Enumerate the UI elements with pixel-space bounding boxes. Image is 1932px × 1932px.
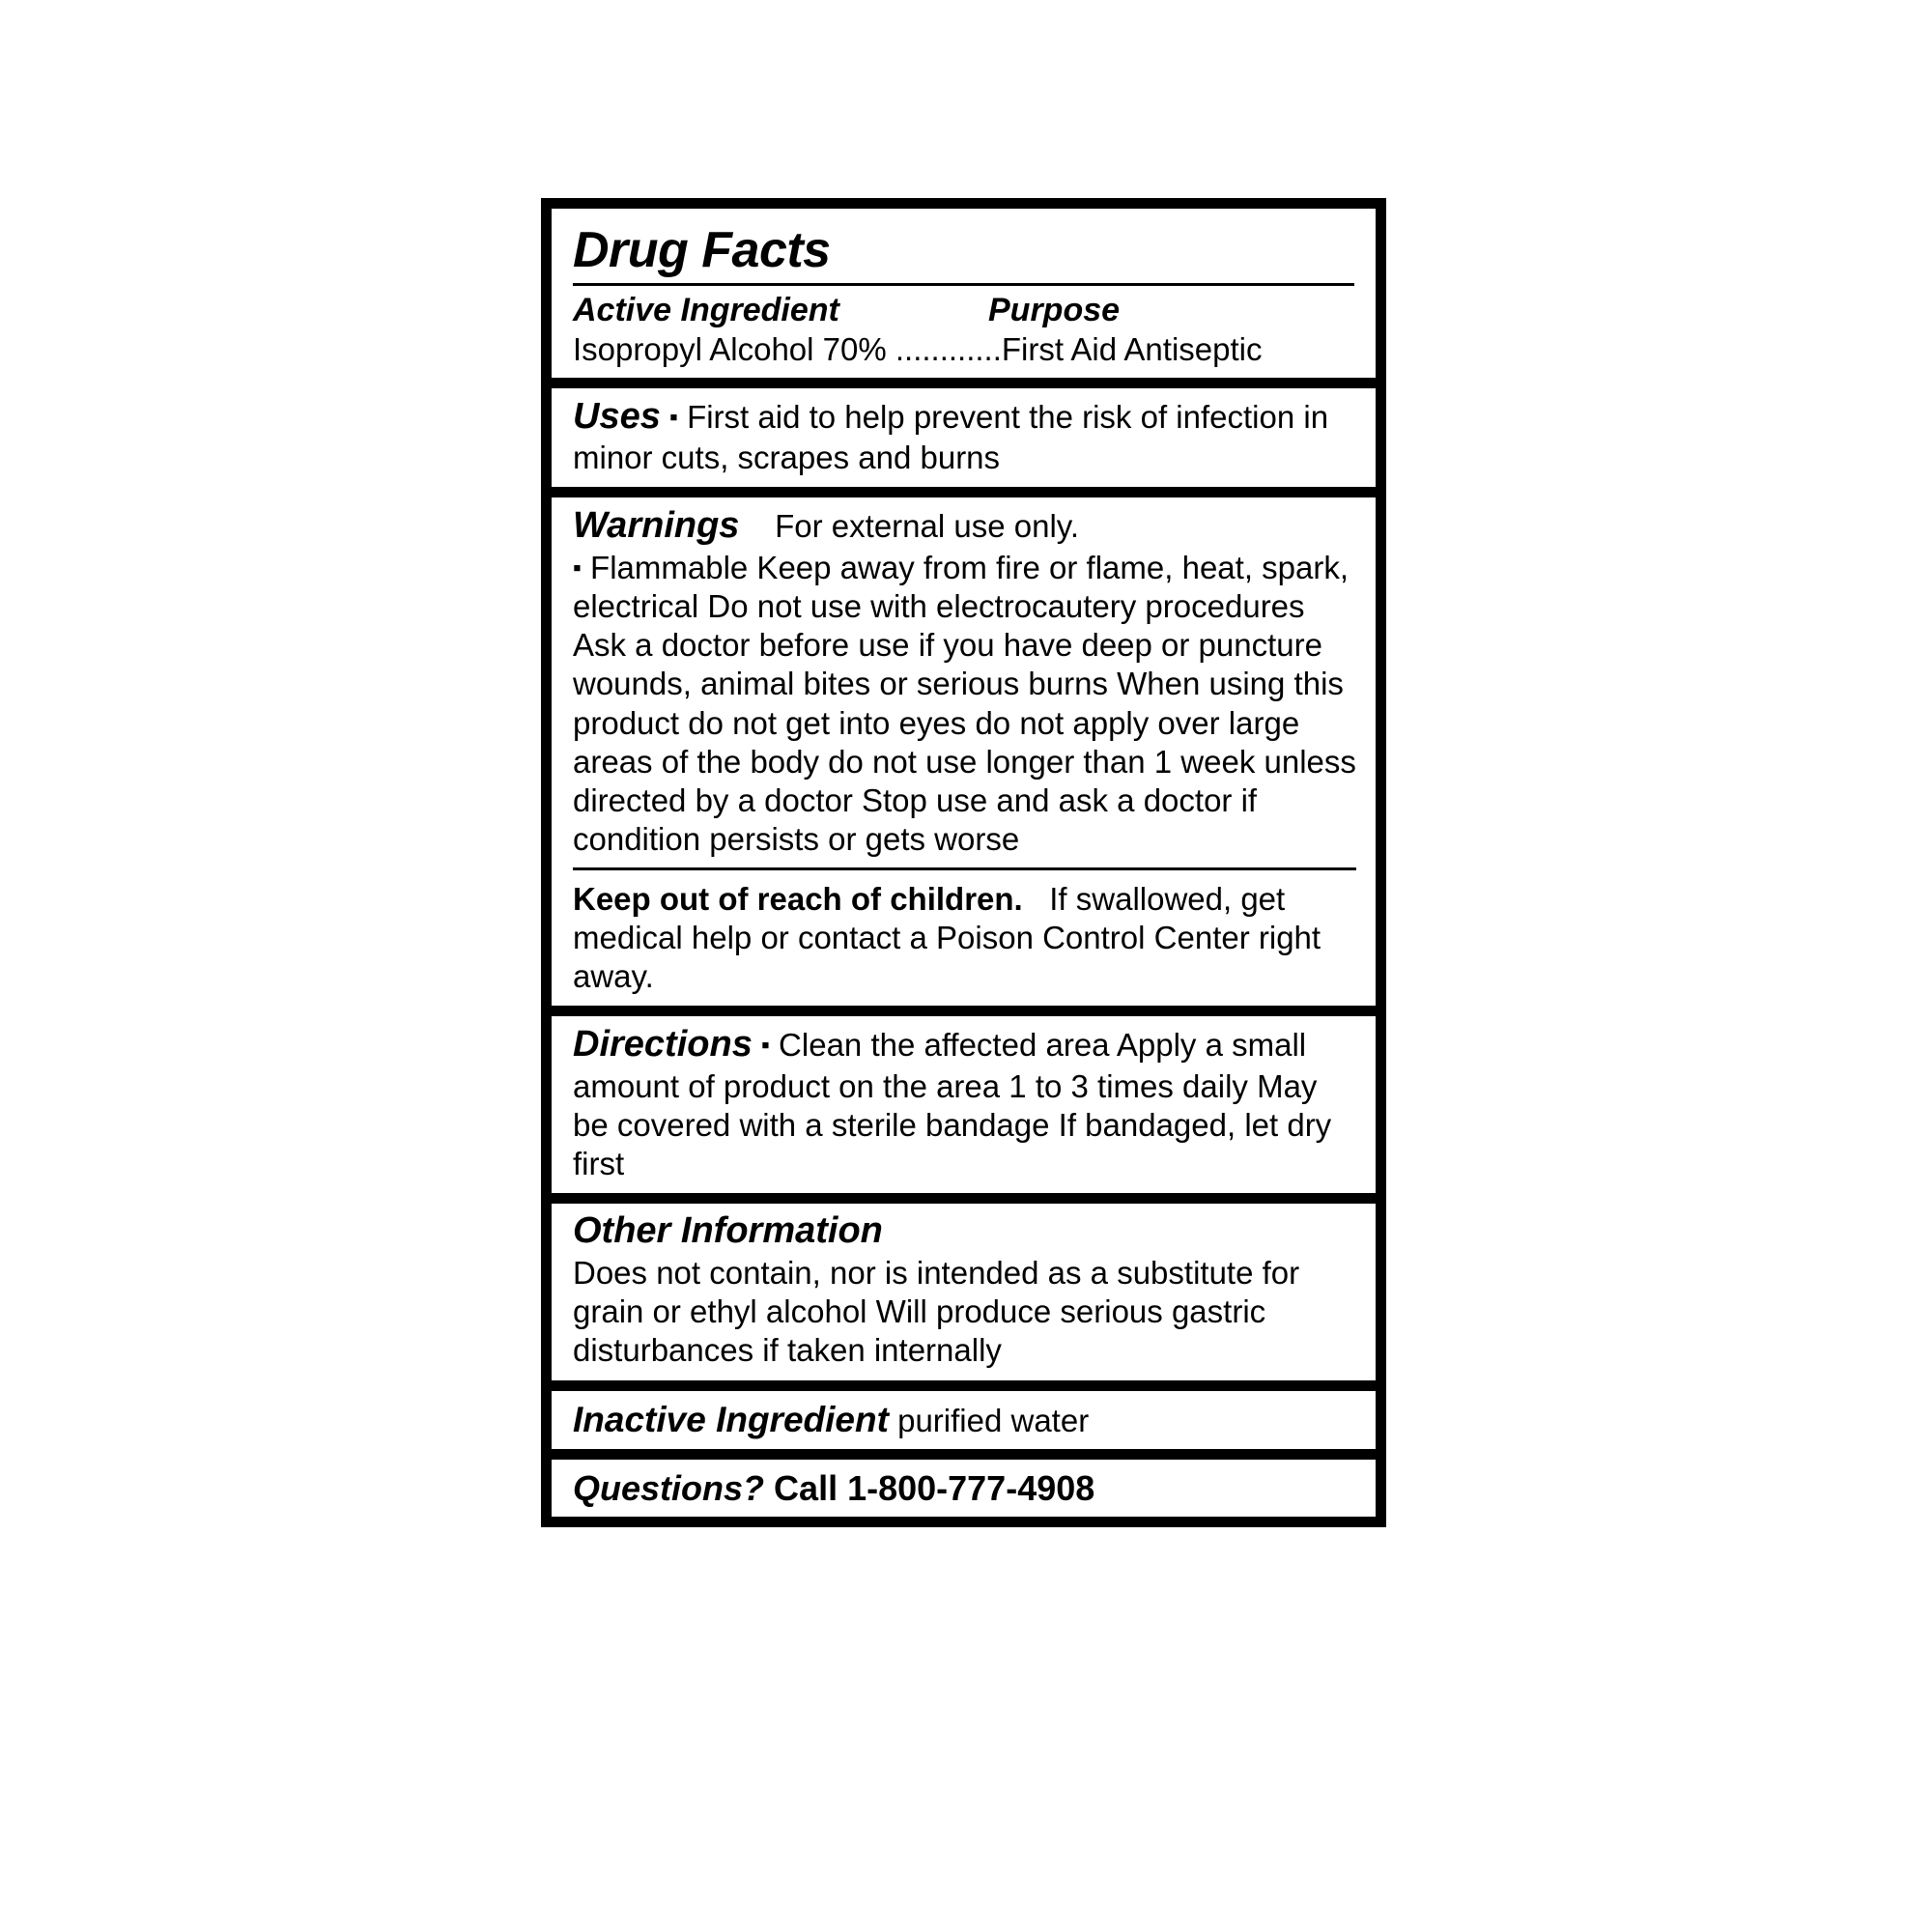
warnings-divider bbox=[573, 867, 1356, 870]
questions-label: Questions? bbox=[573, 1468, 765, 1509]
page-title: Drug Facts bbox=[573, 222, 831, 278]
questions-section bbox=[552, 1449, 1376, 1517]
active-ingredient-line: Isopropyl Alcohol 70% ............First Aid Antiseptic bbox=[573, 330, 1263, 367]
drug-facts-panel bbox=[541, 198, 1386, 1527]
directions-label: Directions bbox=[573, 1024, 753, 1065]
directions-block bbox=[573, 1022, 1356, 1183]
keep-out-label: Keep out of reach of children. bbox=[573, 880, 1023, 917]
warnings-body: Flammable Keep away from fire or flame, heat, spark, electrical Do not use with electrocautery procedures Ask a doctor before use if you have deep or puncture wounds, animal bites or serious burns When using this product do not get into eyes do not apply over large areas of the body do not use longer than 1 week unless directed by a doctor Stop use and ask a doctor if condition persists or gets worse bbox=[573, 549, 1356, 858]
purpose-label: Purpose bbox=[988, 291, 1121, 328]
uses-text: First aid to help prevent the risk of infection in minor cuts, scrapes and burns bbox=[573, 398, 1329, 475]
active-ingredient-header-row bbox=[552, 286, 1376, 329]
active-ingredient-label: Active Ingredient bbox=[573, 291, 839, 328]
uses-label: Uses bbox=[573, 395, 661, 437]
bullet-icon: ▪ bbox=[761, 1032, 770, 1060]
keep-out-text: If swallowed, get medical help or contact a Poison Control Center right away. bbox=[573, 880, 1321, 994]
directions-section bbox=[552, 1006, 1376, 1193]
active-ingredient-section bbox=[552, 286, 1376, 378]
directions-text: Clean the affected area Apply a small amount of product on the area 1 to 3 times daily May be covered with a sterile bandage If bandaged, let dry first bbox=[573, 1027, 1332, 1182]
other-information-text: Does not contain, nor is intended as a substitute for grain or ethyl alcohol Will produce serious gastric disturbances if taken internally bbox=[573, 1254, 1300, 1369]
warnings-intro-block bbox=[573, 503, 1356, 548]
inactive-ingredient-section bbox=[552, 1380, 1376, 1449]
inactive-ingredient-block bbox=[573, 1399, 1356, 1441]
inactive-ingredient-label: Inactive Ingredient bbox=[573, 1399, 889, 1439]
questions-block bbox=[573, 1467, 1356, 1509]
warnings-label: Warnings bbox=[573, 505, 740, 547]
keep-out-block bbox=[573, 880, 1356, 997]
other-information-section bbox=[552, 1193, 1376, 1379]
inactive-ingredient-text: purified water bbox=[897, 1402, 1090, 1438]
uses-text-block bbox=[573, 394, 1356, 478]
bullet-icon: ▪ bbox=[573, 554, 582, 582]
other-information-label: Other Information bbox=[573, 1210, 883, 1252]
warnings-section bbox=[552, 487, 1376, 1006]
uses-section bbox=[552, 378, 1376, 488]
questions-phone: Call 1-800-777-4908 bbox=[774, 1468, 1095, 1509]
warnings-body-block bbox=[573, 549, 1356, 860]
bullet-icon: ▪ bbox=[669, 403, 678, 431]
warnings-intro: For external use only. bbox=[775, 508, 1079, 545]
